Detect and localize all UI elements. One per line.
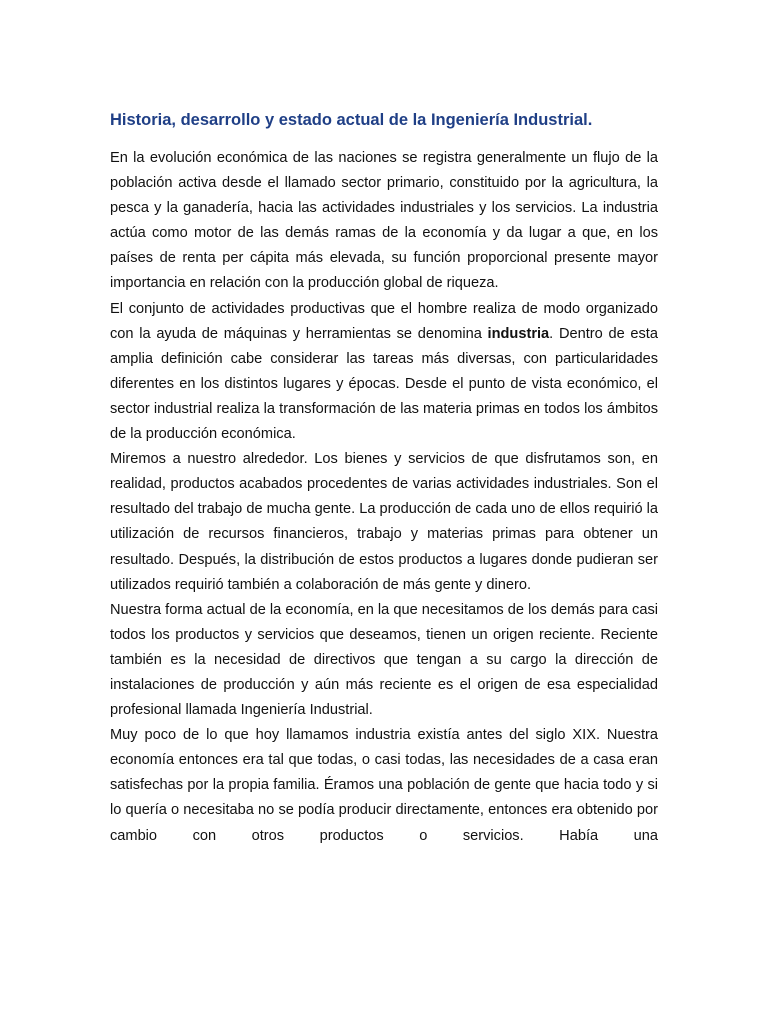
paragraph-1: En la evolución económica de las naciones se registra generalmente un flujo de la población activa desde el llamado sector primario, constituido por la agricultura, la pesca y la ganadería, hacia las actividades industriales y los servicios. La industria actúa como motor de las demás ramas de la economía y da lugar a que, en los países de renta per cápita más elevada, su función proporcional presente mayor importancia en relación con la producción global de riqueza. — [110, 150, 658, 292]
paragraph-2-text-start: El conjunto de actividades productivas que el hombre realiza de modo organizado con la ayuda de máquinas y herramientas se denomina — [110, 300, 658, 342]
paragraph-5: Muy poco de lo que hoy llamamos industria existía antes del siglo XIX. Nuestra economía entonces era tal que todas, o casi todas, las necesidades de a casa eran satisfechas por la propia familia. Éramos una población de gente que hacia todo y si lo quería o necesitaba no se podía producir directamente, entonces era obtenido por cambio con otros productos o servicios. Había una — [110, 727, 658, 844]
paragraph-2 — [110, 297, 658, 448]
paragraph-4: Nuestra forma actual de la economía, en la que necesitamos de los demás para casi todos los productos y servicios que deseamos, tienen un origen reciente. Reciente también es la necesidad de directivos que tengan a su cargo la dirección de instalaciones de producción y aún más reciente es el origen de esa especialidad profesional llamada Ingeniería Industrial. — [110, 601, 658, 719]
paragraph-2-text-end: . Dentro de esta amplia definición cabe considerar las tareas más diversas, con particularidades diferentes en los distintos lugares y épocas. Desde el punto de vista económico, el sector industrial realiza la transformación de las materia primas en todos los ámbitos de la producción económica. — [110, 325, 658, 443]
paragraph-3: Miremos a nuestro alrededor. Los bienes y servicios de que disfrutamos son, en realidad, productos acabados procedentes de varias actividades industriales. Son el resultado del trabajo de mucha gente. La producción de cada uno de ellos requirió la utilización de recursos financieros, trabajo y materias primas para obtener un resultado. Después, la distribución de estos productos a lugares donde pudieran ser utilizados requirió también a colaboración de más gente y dinero. — [110, 451, 658, 593]
document-title: Historia, desarrollo y estado actual de la Ingeniería Industrial. — [110, 111, 593, 129]
document-page — [110, 108, 658, 849]
bold-term-industria: industria — [487, 325, 550, 342]
